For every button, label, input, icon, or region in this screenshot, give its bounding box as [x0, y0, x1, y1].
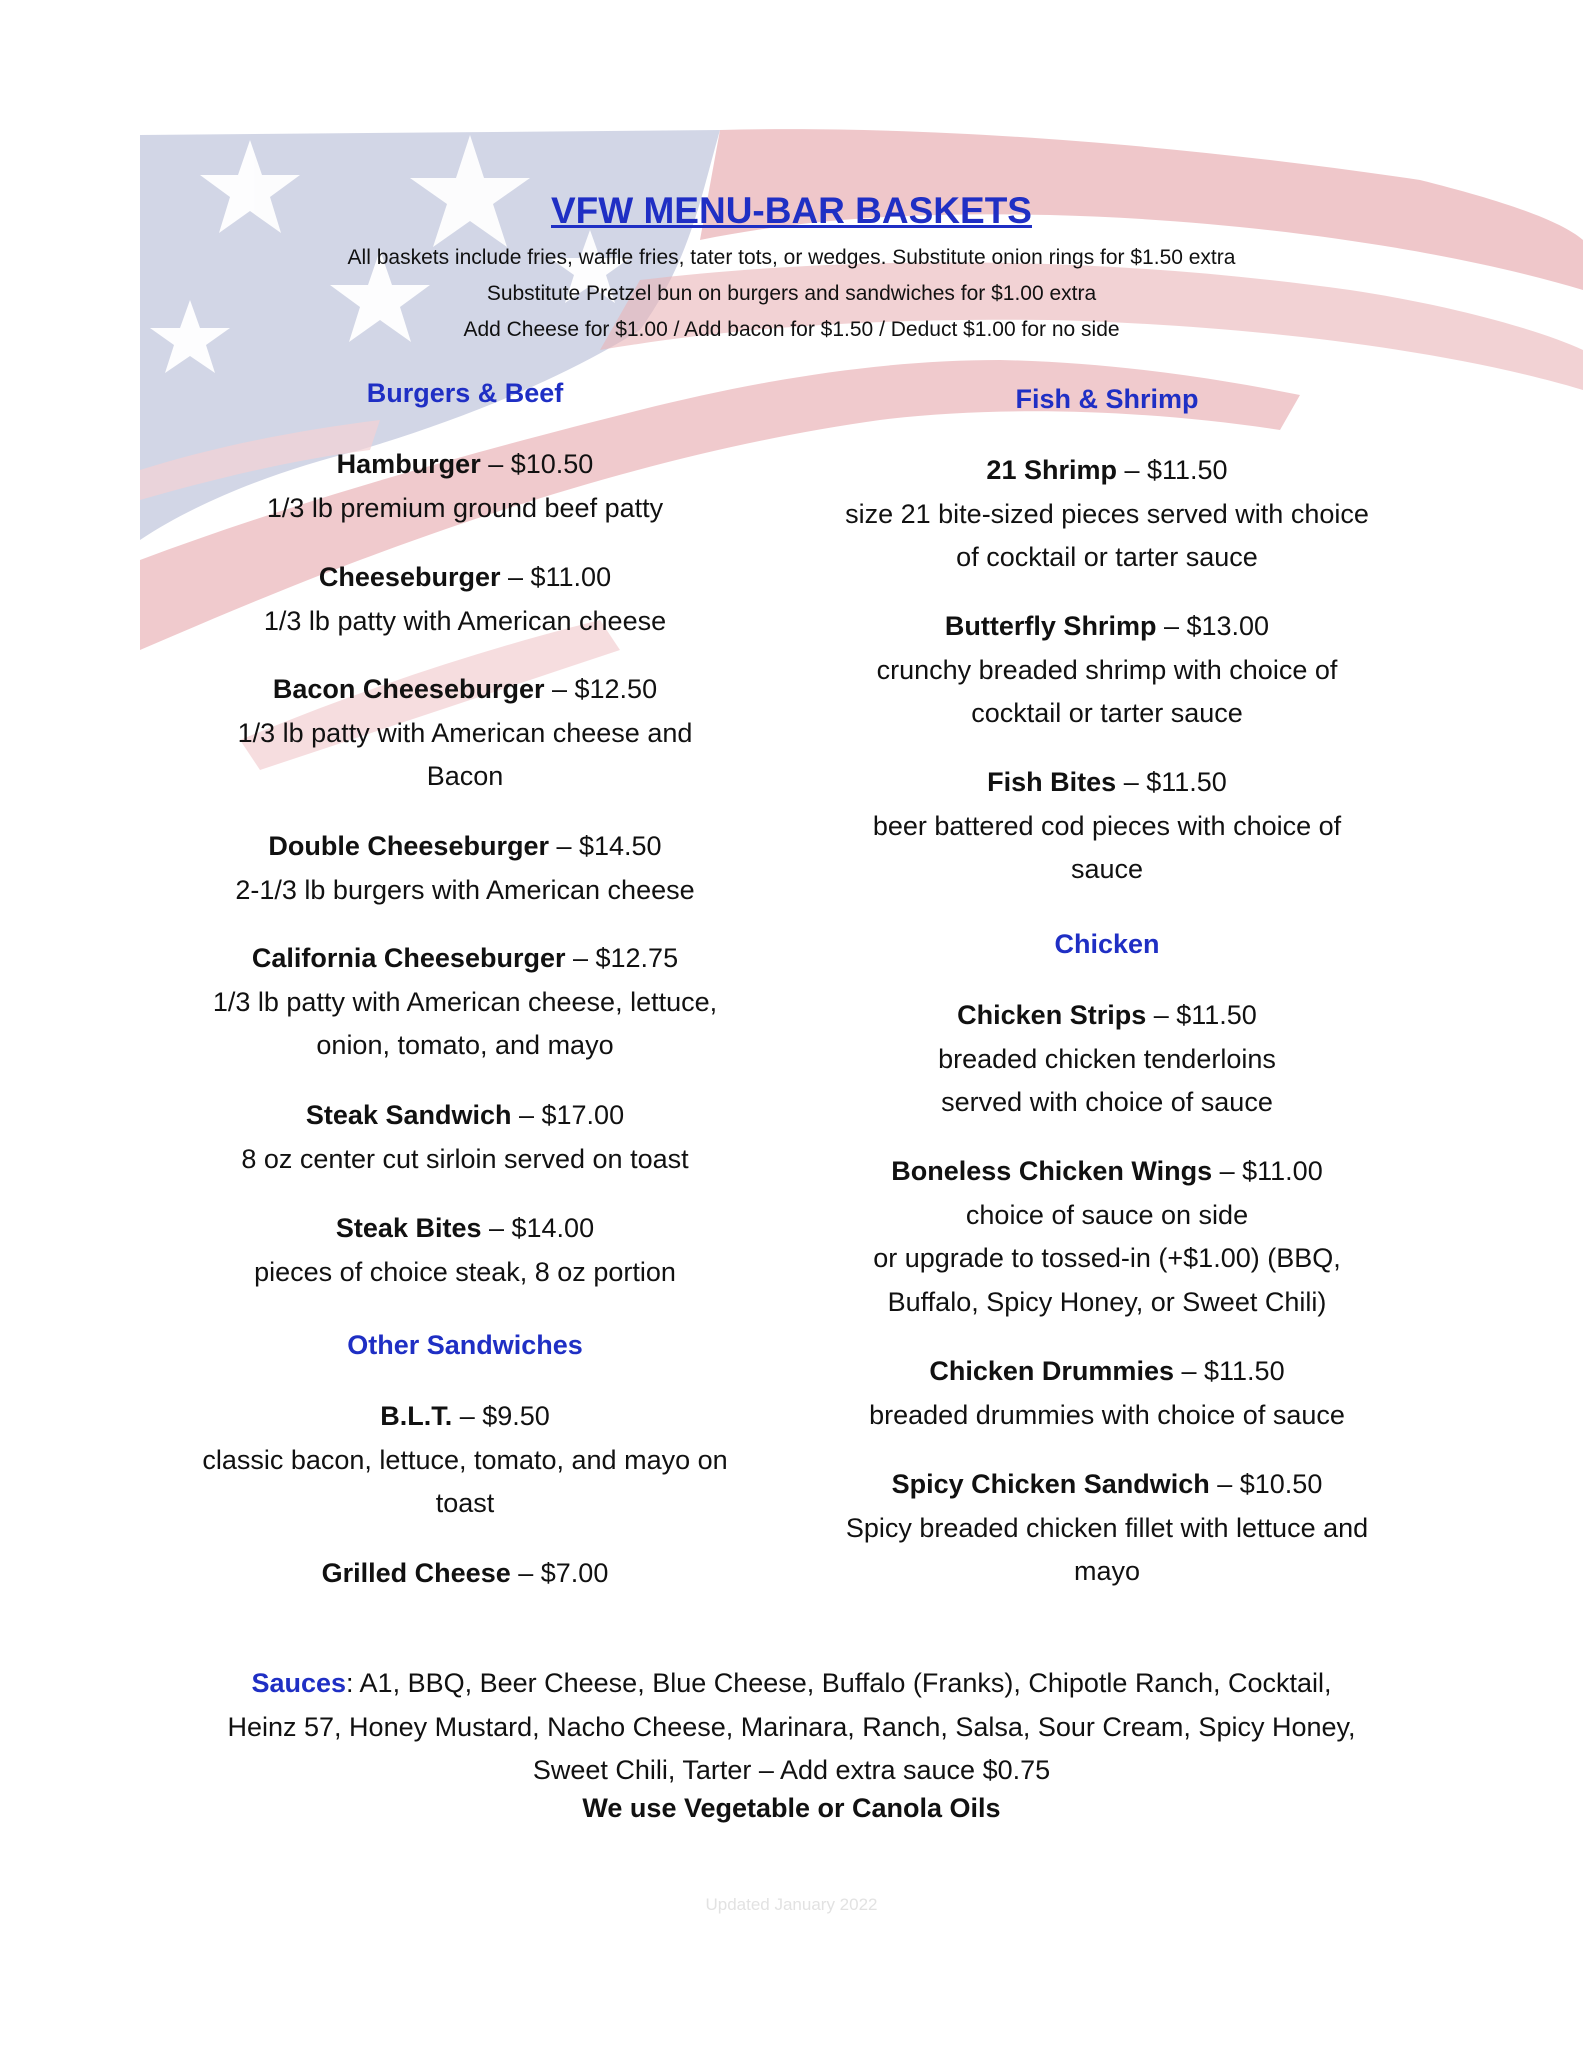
item-price: – $11.00 — [500, 562, 612, 592]
menu-item — [812, 1150, 1402, 1324]
menu-item — [812, 605, 1402, 736]
intro-line: Add Cheese for $1.00 / Add bacon for $1.50 / Deduct $1.00 for no side — [463, 318, 1120, 341]
item-name: Steak Sandwich — [305, 1100, 512, 1130]
item-description: 8 oz center cut sirloin served on toast — [241, 1143, 689, 1174]
section-heading-other-sandwiches: Other Sandwiches — [347, 1330, 583, 1360]
updated-note: Updated January 2022 — [705, 1895, 878, 1914]
item-price: – $12.75 — [565, 943, 679, 973]
section-heading-burgers: Burgers & Beef — [366, 378, 564, 408]
item-description: Bacon — [426, 761, 504, 791]
menu-item — [170, 1207, 760, 1294]
page-title: VFW MENU-BAR BASKETS — [551, 190, 1032, 231]
item-description: classic bacon, lettuce, tomato, and mayo on — [202, 1444, 728, 1475]
item-description: of cocktail or tarter sauce — [956, 542, 1258, 572]
menu-item — [170, 1395, 760, 1526]
item-description: 1/3 lb patty with American cheese and — [237, 717, 693, 748]
sauces-text: Heinz 57, Honey Mustard, Nacho Cheese, Marinara, Ranch, Salsa, Sour Cream, Spicy Honey, — [227, 1711, 1356, 1742]
item-description: toast — [435, 1488, 495, 1518]
item-name: Fish Bites — [987, 767, 1117, 797]
item-description: size 21 bite-sized pieces served with choice — [845, 498, 1369, 529]
item-description: onion, tomato, and mayo — [316, 1030, 614, 1060]
menu-item — [170, 668, 760, 799]
item-name: Spicy Chicken Sandwich — [891, 1469, 1210, 1499]
menu-item — [812, 1350, 1402, 1437]
item-price: – $9.50 — [452, 1401, 550, 1431]
item-description: mayo — [1073, 1556, 1141, 1586]
item-name: Steak Bites — [335, 1213, 482, 1243]
intro-line: Substitute Pretzel bun on burgers and sandwiches for $1.00 extra — [486, 282, 1097, 305]
item-price: – $11.50 — [1146, 1000, 1257, 1030]
item-name: Boneless Chicken Wings — [891, 1156, 1213, 1186]
menu-item — [170, 1552, 760, 1596]
item-price: – $11.50 — [1116, 767, 1227, 797]
item-description: breaded drummies with choice of sauce — [869, 1399, 1345, 1430]
menu-item — [170, 1094, 760, 1181]
menu-item — [170, 443, 760, 530]
section-heading-fish: Fish & Shrimp — [1015, 384, 1199, 414]
item-description: 1/3 lb patty with American cheese, lettuce, — [212, 986, 718, 1017]
item-price: – $10.50 — [1209, 1469, 1323, 1499]
item-description: cocktail or tarter sauce — [971, 698, 1243, 728]
sauces-label: Sauces — [251, 1668, 347, 1698]
item-price: – $17.00 — [511, 1100, 625, 1130]
item-name: Butterfly Shrimp — [944, 611, 1157, 641]
item-description: Spicy breaded chicken fillet with lettuce and — [845, 1512, 1369, 1543]
menu-item — [812, 1463, 1402, 1594]
item-description: 1/3 lb patty with American cheese — [263, 605, 667, 636]
item-description: breaded chicken tenderloins — [938, 1043, 1276, 1074]
item-description: sauce — [1070, 854, 1144, 884]
item-description: served with choice of sauce — [941, 1087, 1273, 1117]
menu-item — [812, 994, 1402, 1125]
item-description: 1/3 lb premium ground beef patty — [266, 492, 664, 523]
sauces-text: Sweet Chili, Tarter – Add extra sauce $0.75 — [532, 1755, 1051, 1785]
item-description: Buffalo, Spicy Honey, or Sweet Chili) — [887, 1286, 1327, 1317]
item-description: or upgrade to tossed-in (+$1.00) (BBQ, — [873, 1243, 1341, 1273]
item-name: 21 Shrimp — [986, 455, 1117, 485]
item-name: Chicken Drummies — [929, 1356, 1174, 1386]
menu-item — [170, 556, 760, 643]
item-description: choice of sauce on side — [965, 1199, 1249, 1230]
item-name: Cheeseburger — [318, 562, 501, 592]
item-price: – $14.00 — [481, 1213, 595, 1243]
section-heading-chicken: Chicken — [1054, 929, 1160, 959]
item-name: Bacon Cheeseburger — [272, 674, 545, 704]
oils-note: We use Vegetable or Canola Oils — [582, 1793, 1001, 1823]
item-description: beer battered cod pieces with choice of — [872, 810, 1342, 841]
item-description: pieces of choice steak, 8 oz portion — [254, 1256, 676, 1287]
menu-item — [170, 825, 760, 912]
menu-item — [170, 937, 760, 1068]
item-name: Double Cheeseburger — [268, 831, 549, 861]
item-description: crunchy breaded shrimp with choice of — [876, 654, 1338, 685]
sauces-note — [0, 1662, 1583, 1793]
intro-line: All baskets include fries, waffle fries, tater tots, or wedges. Substitute onion rings for $1.50 extra — [347, 246, 1236, 269]
item-price: – $11.00 — [1212, 1156, 1323, 1186]
item-description: 2-1/3 lb burgers with American cheese — [235, 874, 695, 905]
item-price: – $11.50 — [1173, 1356, 1285, 1386]
item-name: Grilled Cheese — [321, 1558, 511, 1588]
sauces-text: : A1, BBQ, Beer Cheese, Blue Cheese, Buffalo (Franks), Chipotle Ranch, Cocktail, — [346, 1668, 1332, 1698]
item-price: – $11.50 — [1116, 455, 1228, 485]
item-name: Hamburger — [336, 449, 481, 479]
item-name: California Cheeseburger — [251, 943, 566, 973]
item-price: – $13.00 — [1156, 611, 1270, 641]
item-name: Chicken Strips — [957, 1000, 1147, 1030]
item-name: B.L.T. — [380, 1401, 453, 1431]
menu-item — [812, 449, 1402, 580]
item-price: – $12.50 — [544, 674, 658, 704]
item-price: – $7.00 — [510, 1558, 609, 1588]
menu-item — [812, 761, 1402, 892]
item-price: – $14.50 — [548, 831, 662, 861]
item-price: – $10.50 — [480, 449, 594, 479]
